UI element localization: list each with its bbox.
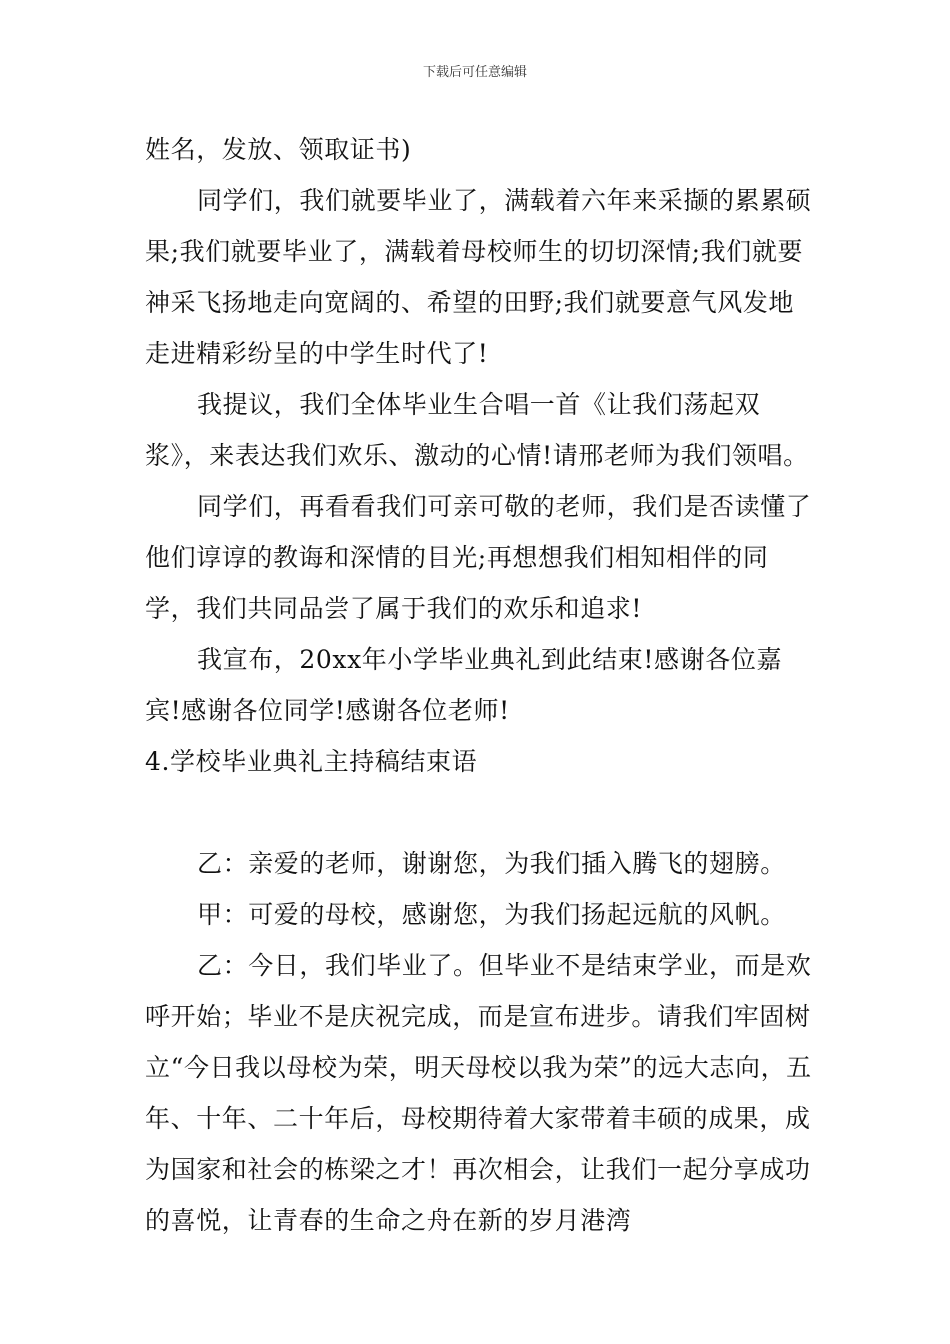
- paragraph-closing-announcement: 我宣布，20xx年小学毕业典礼到此结束!感谢各位嘉宾!感谢各位同学!感谢各位老师!: [145, 645, 783, 725]
- paragraph-song-proposal: 我提议，我们全体毕业生合唱一首《让我们荡起双浆》，来表达我们欢乐、激动的心情!请邢老师为我们领唱。: [145, 390, 809, 470]
- paragraph-dialogue-jia-1: 甲：可爱的母校，感谢您，为我们扬起远航的风帆。: [197, 900, 786, 929]
- paragraph-certificate: 姓名，发放、领取证书): [145, 135, 412, 164]
- paragraph-dialogue-yi-1: 乙：亲爱的老师，谢谢您，为我们插入腾飞的翅膀。: [197, 849, 786, 878]
- blank-line: [145, 787, 815, 838]
- paragraph-teachers: 同学们，再看看我们可亲可敬的老师，我们是否读懂了他们谆谆的教诲和深情的目光;再想想我们相知相伴的同学，我们共同品尝了属于我们的欢乐和追求!: [145, 492, 812, 623]
- document-body: [145, 124, 815, 1246]
- paragraph-graduation-speech: 同学们，我们就要毕业了，满载着六年来采撷的累累硕果;我们就要毕业了，满载着母校师生的切切深情;我们就要神采飞扬地走向宽阔的、希望的田野;我们就要意气风发地走进精彩纷呈的中学生时代了!: [145, 186, 812, 368]
- paragraph-dialogue-yi-2: 乙：今日，我们毕业了。但毕业不是结束学业，而是欢呼开始；毕业不是庆祝完成，而是宣布进步。请我们牢固树立“今日我以母校为荣，明天母校以我为荣”的远大志向，五年、十年、二十年后，母校期待着大家带着丰硕的成果，成为国家和社会的栋梁之才！再次相会，让我们一起分享成功的喜悦，让青春的生命之舟在新的岁月港湾: [145, 951, 812, 1235]
- page-header-note: 下载后可任意编辑: [422, 65, 527, 80]
- section-heading: 4.学校毕业典礼主持稿结束语: [145, 747, 478, 776]
